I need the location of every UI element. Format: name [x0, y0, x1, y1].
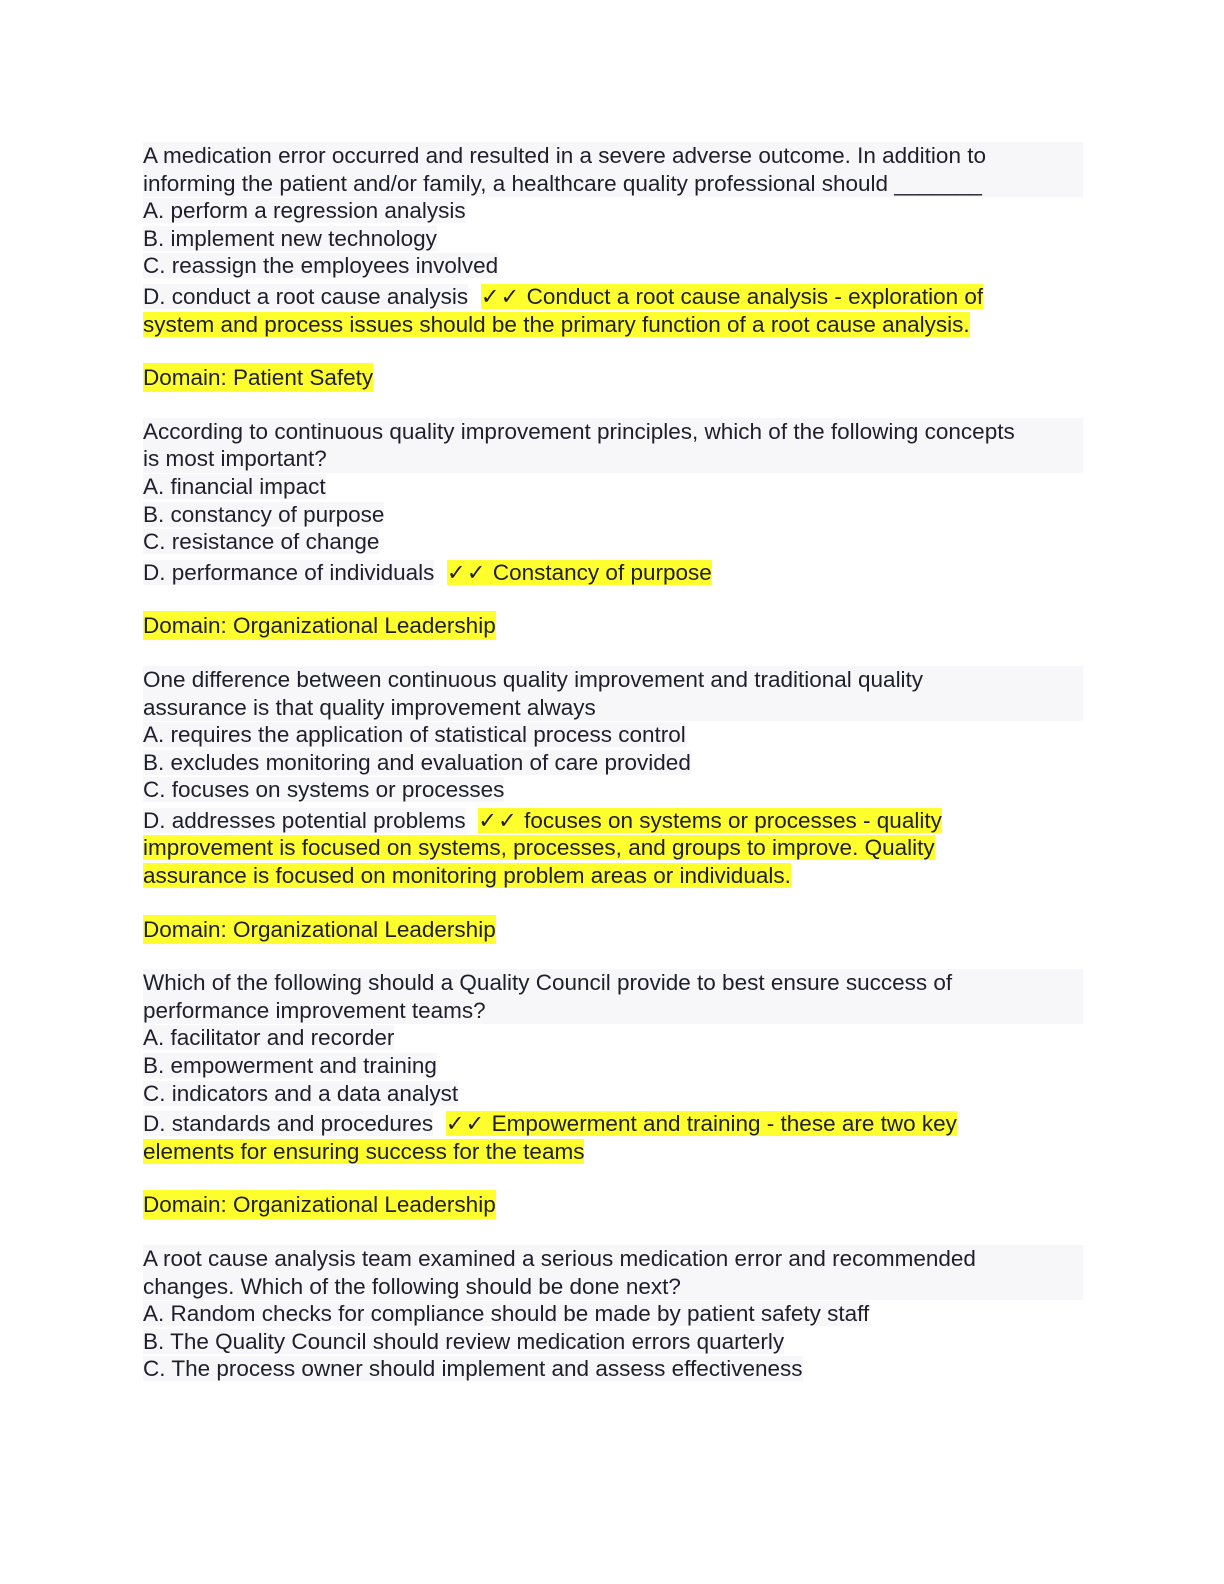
stem-line: performance improvement teams? [143, 997, 486, 1023]
question-stem [143, 142, 1083, 197]
answer-explanation: assurance is focused on monitoring problem areas or individuals. [143, 863, 791, 889]
domain-label: Domain: Organizational Leadership [143, 1192, 496, 1218]
option-b: B. empowerment and training [143, 1053, 437, 1079]
domain-label: Domain: Organizational Leadership [143, 916, 496, 942]
domain-label: Domain: Patient Safety [143, 365, 374, 391]
question-stem [143, 1245, 1083, 1300]
option-d: D. standards and procedures [143, 1111, 434, 1137]
stem-line: changes. Which of the following should be done next? [143, 1273, 681, 1299]
stem-line: informing the patient and/or family, a healthcare quality professional should _______ [143, 170, 982, 196]
question-3 [143, 666, 1083, 943]
option-c: C. focuses on systems or processes [143, 777, 505, 803]
question-stem [143, 418, 1083, 473]
checkmark-icon: ✓✓ [480, 283, 521, 309]
stem-line: Which of the following should a Quality Council provide to best ensure success of [143, 970, 953, 996]
stem-line: One difference between continuous quality improvement and traditional quality [143, 666, 924, 692]
option-c: C. resistance of change [143, 529, 380, 555]
option-a: A. financial impact [143, 473, 326, 499]
option-c: C. indicators and a data analyst [143, 1080, 459, 1106]
answer-explanation: Constancy of purpose [486, 559, 712, 585]
answer-explanation: improvement is focused on systems, processes, and groups to improve. Quality [143, 835, 935, 861]
answer-line [143, 280, 1083, 311]
option-b: B. constancy of purpose [143, 501, 385, 527]
option-a: A. facilitator and recorder [143, 1025, 395, 1051]
question-stem [143, 666, 1083, 721]
domain-label: Domain: Organizational Leadership [143, 613, 496, 639]
answer-explanation: Empowerment and training - these are two key [485, 1111, 957, 1137]
option-a: A. perform a regression analysis [143, 198, 466, 224]
stem-line: is most important? [143, 446, 327, 472]
option-c: C. The process owner should implement and assess effectiveness [143, 1356, 803, 1382]
question-2 [143, 418, 1083, 640]
option-b: B. implement new technology [143, 225, 437, 251]
option-d: D. performance of individuals [143, 559, 435, 585]
option-d: D. conduct a root cause analysis [143, 283, 469, 309]
option-d: D. addresses potential problems [143, 807, 466, 833]
answer-explanation: Conduct a root cause analysis - exploration of [520, 283, 984, 309]
stem-line: According to continuous quality improvement principles, which of the following concepts [143, 418, 1015, 444]
answer-explanation: system and process issues should be the primary function of a root cause analysis. [143, 311, 970, 337]
question-stem [143, 969, 1083, 1024]
stem-line: A medication error occurred and resulted in a severe adverse outcome. In addition to [143, 143, 986, 168]
answer-line [143, 1107, 1083, 1138]
question-1 [143, 142, 1083, 392]
option-a: A. requires the application of statistical process control [143, 722, 686, 748]
option-a: A. Random checks for compliance should be made by patient safety staff [143, 1301, 870, 1327]
answer-line [143, 804, 1083, 835]
option-c: C. reassign the employees involved [143, 253, 499, 279]
answer-explanation: focuses on systems or processes - quality [517, 807, 942, 833]
option-b: B. The Quality Council should review medication errors quarterly [143, 1328, 785, 1354]
checkmark-icon: ✓✓ [478, 807, 518, 833]
question-4 [143, 969, 1083, 1219]
question-5 [143, 1245, 1083, 1383]
answer-line [143, 556, 1083, 587]
stem-line: A root cause analysis team examined a serious medication error and recommended [143, 1246, 976, 1271]
checkmark-icon: ✓✓ [445, 1111, 486, 1137]
option-b: B. excludes monitoring and evaluation of care provided [143, 749, 691, 775]
answer-explanation: elements for ensuring success for the teams [143, 1138, 585, 1164]
checkmark-icon: ✓✓ [446, 559, 487, 585]
stem-line: assurance is that quality improvement always [143, 694, 596, 720]
document-page [143, 142, 1083, 1383]
